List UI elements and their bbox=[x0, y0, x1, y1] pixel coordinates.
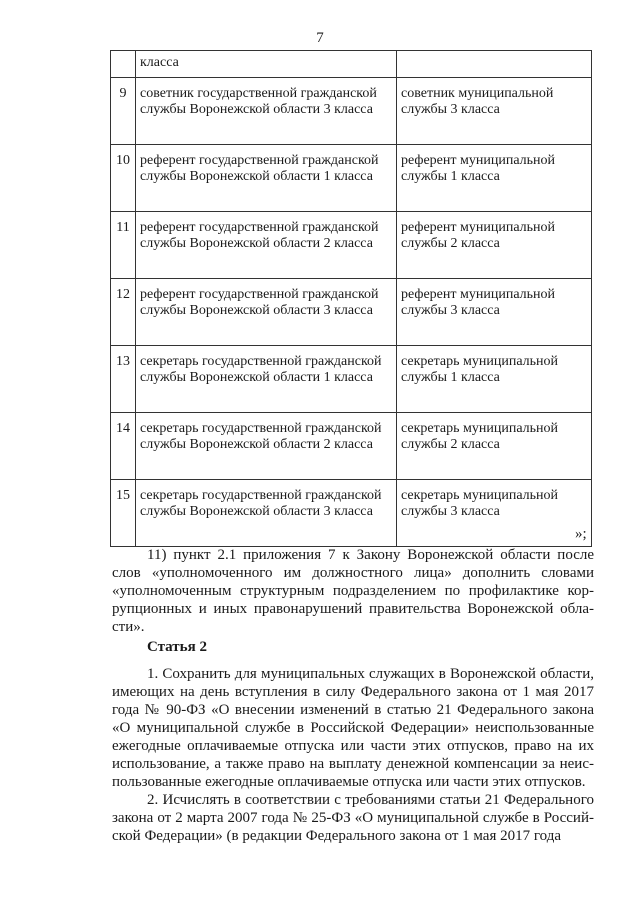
article-2-paragraph-1: 1. Сохранить для муниципальных служащих в Воронежской области, имеющих на день вступления в силу Федерального закона от 1 мая 2017 года № 90-ФЗ «О внесении изменений в статью 21 Федерального закона «О муниципальной службе в Российской Федерации» неиспользованные ежегодные оплачиваемые отпуска или части этих отпусков, право на их использование, а также право на выплату денежной компенсации за неиспользованные ежегодные оплачиваемые отпуска или части этих отпусков. bbox=[112, 666, 594, 790]
table-row bbox=[111, 145, 592, 212]
row-number: 13 bbox=[111, 346, 136, 413]
state-service-grade: референт государственной гражданской службы Воронежской области 2 класса bbox=[136, 212, 397, 279]
table-row bbox=[111, 212, 592, 279]
amendment-item-11 bbox=[112, 546, 594, 636]
row-number: 11 bbox=[111, 212, 136, 279]
closing-quote: »; bbox=[575, 526, 587, 542]
state-service-grade: советник государственной гражданской службы Воронежской области 3 класса bbox=[136, 78, 397, 145]
state-service-grade: референт государственной гражданской службы Воронежской области 3 класса bbox=[136, 279, 397, 346]
table-row bbox=[111, 78, 592, 145]
row-number: 14 bbox=[111, 413, 136, 480]
article-2-heading: Статья 2 bbox=[147, 639, 207, 655]
row-number: 10 bbox=[111, 145, 136, 212]
municipal-service-grade: секретарь муниципальной службы 3 класса bbox=[397, 480, 592, 547]
municipal-service-grade: референт муниципальной службы 1 класса bbox=[397, 145, 592, 212]
row-number: 9 bbox=[111, 78, 136, 145]
row-number bbox=[111, 51, 136, 78]
municipal-service-grade: референт муниципальной службы 3 класса bbox=[397, 279, 592, 346]
table-row bbox=[111, 346, 592, 413]
row-number: 15 bbox=[111, 480, 136, 547]
state-service-grade: секретарь государственной гражданской службы Воронежской области 3 класса bbox=[136, 480, 397, 547]
municipal-service-grade: секретарь муниципальной службы 1 класса bbox=[397, 346, 592, 413]
municipal-service-grade bbox=[397, 51, 592, 78]
state-service-grade: секретарь государственной гражданской службы Воронежской области 2 класса bbox=[136, 413, 397, 480]
municipal-service-grade: советник муниципальной службы 3 класса bbox=[397, 78, 592, 145]
page-number: 7 bbox=[316, 30, 324, 46]
state-service-grade: секретарь государственной гражданской службы Воронежской области 1 класса bbox=[136, 346, 397, 413]
grade-correspondence-table bbox=[110, 50, 592, 547]
state-service-grade: референт государственной гражданской службы Воронежской области 1 класса bbox=[136, 145, 397, 212]
municipal-service-grade: секретарь муниципальной службы 2 класса bbox=[397, 413, 592, 480]
state-service-grade: класса bbox=[136, 51, 397, 78]
table-row bbox=[111, 413, 592, 480]
table-row bbox=[111, 51, 592, 78]
article-2-paragraph-2: 2. Исчислять в соответствии с требованиями статьи 21 Федерального закона от 2 марта 2007 года № 25-ФЗ «О муниципальной службе в Российской Федерации» (в редакции Федерального закона от 1 мая 2017 года bbox=[112, 792, 594, 844]
table-row bbox=[111, 279, 592, 346]
item-11-paragraph: 11) пункт 2.1 приложения 7 к Закону Воронежской области после слов «уполномоченного им должностного лица» дополнить словами «уполномоченным структурным подразделением по профилактике коррупционных и иных правонарушений правительства Воронежской области». bbox=[112, 547, 594, 635]
municipal-service-grade: референт муниципальной службы 2 класса bbox=[397, 212, 592, 279]
table-row bbox=[111, 480, 592, 547]
row-number: 12 bbox=[111, 279, 136, 346]
article-2-body bbox=[112, 665, 594, 845]
